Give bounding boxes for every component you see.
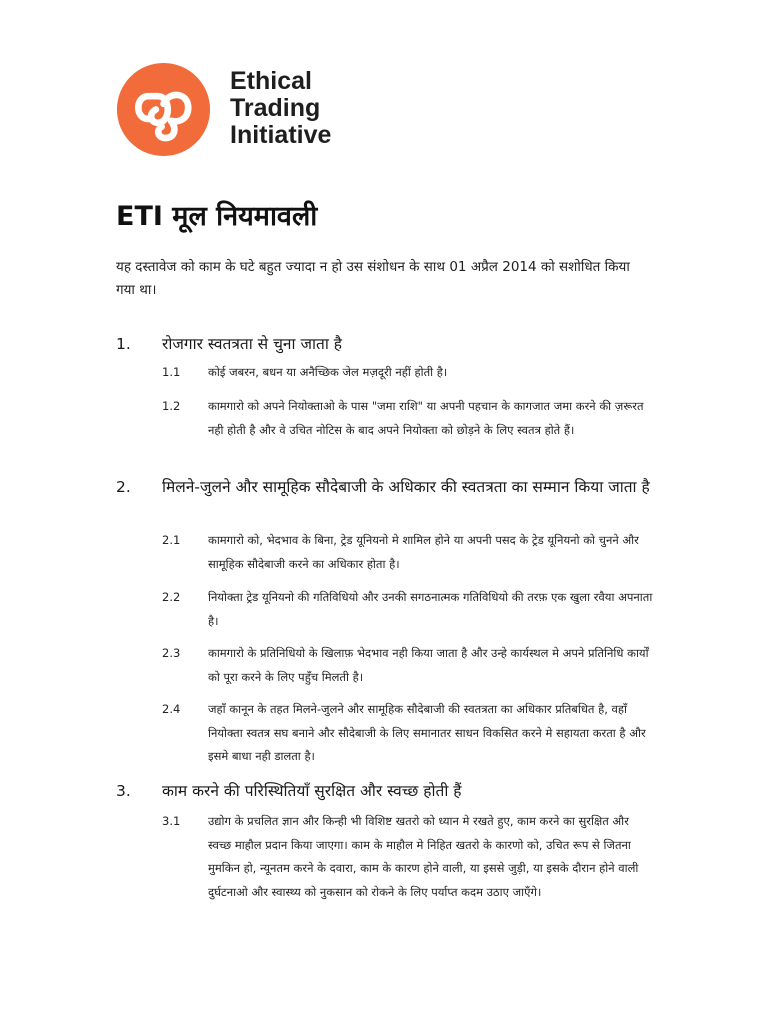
clause-number: 1.1 [162, 365, 181, 379]
eti-logo-mark-icon [116, 62, 211, 157]
clause-number: 2.3 [162, 646, 181, 660]
clause-number: 3.1 [162, 814, 181, 828]
clause-2-1 [162, 529, 654, 576]
clause-text: जहाँ कानून के तहत मिलने-जुलने और सामूहिक सौदेबाजी की स्वतत्रता का अधिकार प्रतिबधित है, वहाँ नियोक्ता स्वतत्र सघ बनाने और सौदेबाजी के लिए समानातर साधन विकसित करने मे सहायता करता है और इसमे बाधा नही डालता है। [208, 702, 646, 763]
eti-logo [116, 62, 366, 158]
section-number: 3. [116, 782, 131, 800]
section-number: 2. [116, 478, 131, 496]
clause-text: कामगारो के प्रतिनिधियो के खिलाफ़ भेदभाव नही किया जाता है और उन्हे कार्यस्थल मे अपने प्रतिनिधि कार्यों को पूरा करने के लिए पहुँच मिलती है। [208, 646, 649, 684]
logo-line-3: Initiative [230, 121, 332, 149]
clause-text: कामगारो को अपने नियोक्ताओ के पास "जमा राशि" या अपनी पहचान के कागजात जमा करने की ज़रूरत नही होती है और वे उचित नोटिस के बाद अपने नियोक्ता को छोड़ने के लिए स्वतत्र होते हैं। [208, 399, 644, 437]
clause-number: 2.1 [162, 533, 181, 547]
clause-number: 2.4 [162, 702, 181, 716]
section-title: मिलने-जुलने और सामूहिक सौदेबाजी के अधिकार की स्वतत्रता का सम्मान किया जाता है [162, 478, 650, 496]
clause-number: 2.2 [162, 590, 181, 604]
clause-1-2 [162, 395, 654, 442]
logo-wordmark [230, 68, 331, 149]
section-title: काम करने की परिस्थितियाँ सुरक्षित और स्वच्छ होती हैं [162, 782, 462, 800]
section-3 [116, 779, 656, 803]
section-2 [116, 475, 656, 499]
document-title: ETI मूल नियमावली [116, 201, 318, 232]
clause-3-1 [162, 810, 654, 904]
section-1 [116, 332, 656, 356]
clause-text: नियोक्ता ट्रेड यूनियनो की गतिविधियो और उनकी सगठनात्मक गतिविधियो की तरफ़ एक खुला रवैया अपनाता है। [208, 590, 653, 628]
section-number: 1. [116, 335, 131, 353]
clause-2-2 [162, 586, 654, 633]
clause-number: 1.2 [162, 399, 181, 413]
clause-text: कामगारो को, भेदभाव के बिना, ट्रेड यूनियनो मे शामिल होने या अपनी पसद के ट्रेड यूनियनो को चुनने और सामूहिक सौदेबाजी करने का अधिकार होता है। [208, 533, 639, 571]
clause-text: उद्योग के प्रचलित ज्ञान और किन्ही भी विशिष्ट खतरो को ध्यान मे रखते हुए, काम करने का सुरक्षित और स्वच्छ माहौल प्रदान किया जाएगा। काम के माहौल मे निहित खतरो के कारणो को, उचित रूप से जितना मुमकिन हो, न्यूनतम करने के दवारा, काम के कारण होने वाली, या इससे जुड़ी, या इसके दौरान होने वाली दुर्घटनाओ और स्वास्थ्य को नुकसान को रोकने के लिए पर्याप्त कदम उठाए जाएँगे। [208, 814, 639, 899]
clause-2-3 [162, 642, 654, 689]
logo-line-2: Trading [230, 94, 321, 122]
logo-line-1: Ethical [230, 67, 312, 95]
clause-text: कोई जबरन, बधन या अनैच्छिक जेल मज़दूरी नहीं होती है। [208, 365, 448, 379]
section-title: रोजगार स्वतत्रता से चुना जाता है [162, 335, 342, 353]
clause-2-4 [162, 698, 654, 769]
intro-paragraph: यह दस्तावेज को काम के घटे बहुत ज्यादा न हो उस संशोधन के साथ 01 अप्रैल 2014 को सशोधित किया गया था। [116, 259, 630, 298]
clause-1-1 [162, 361, 654, 385]
